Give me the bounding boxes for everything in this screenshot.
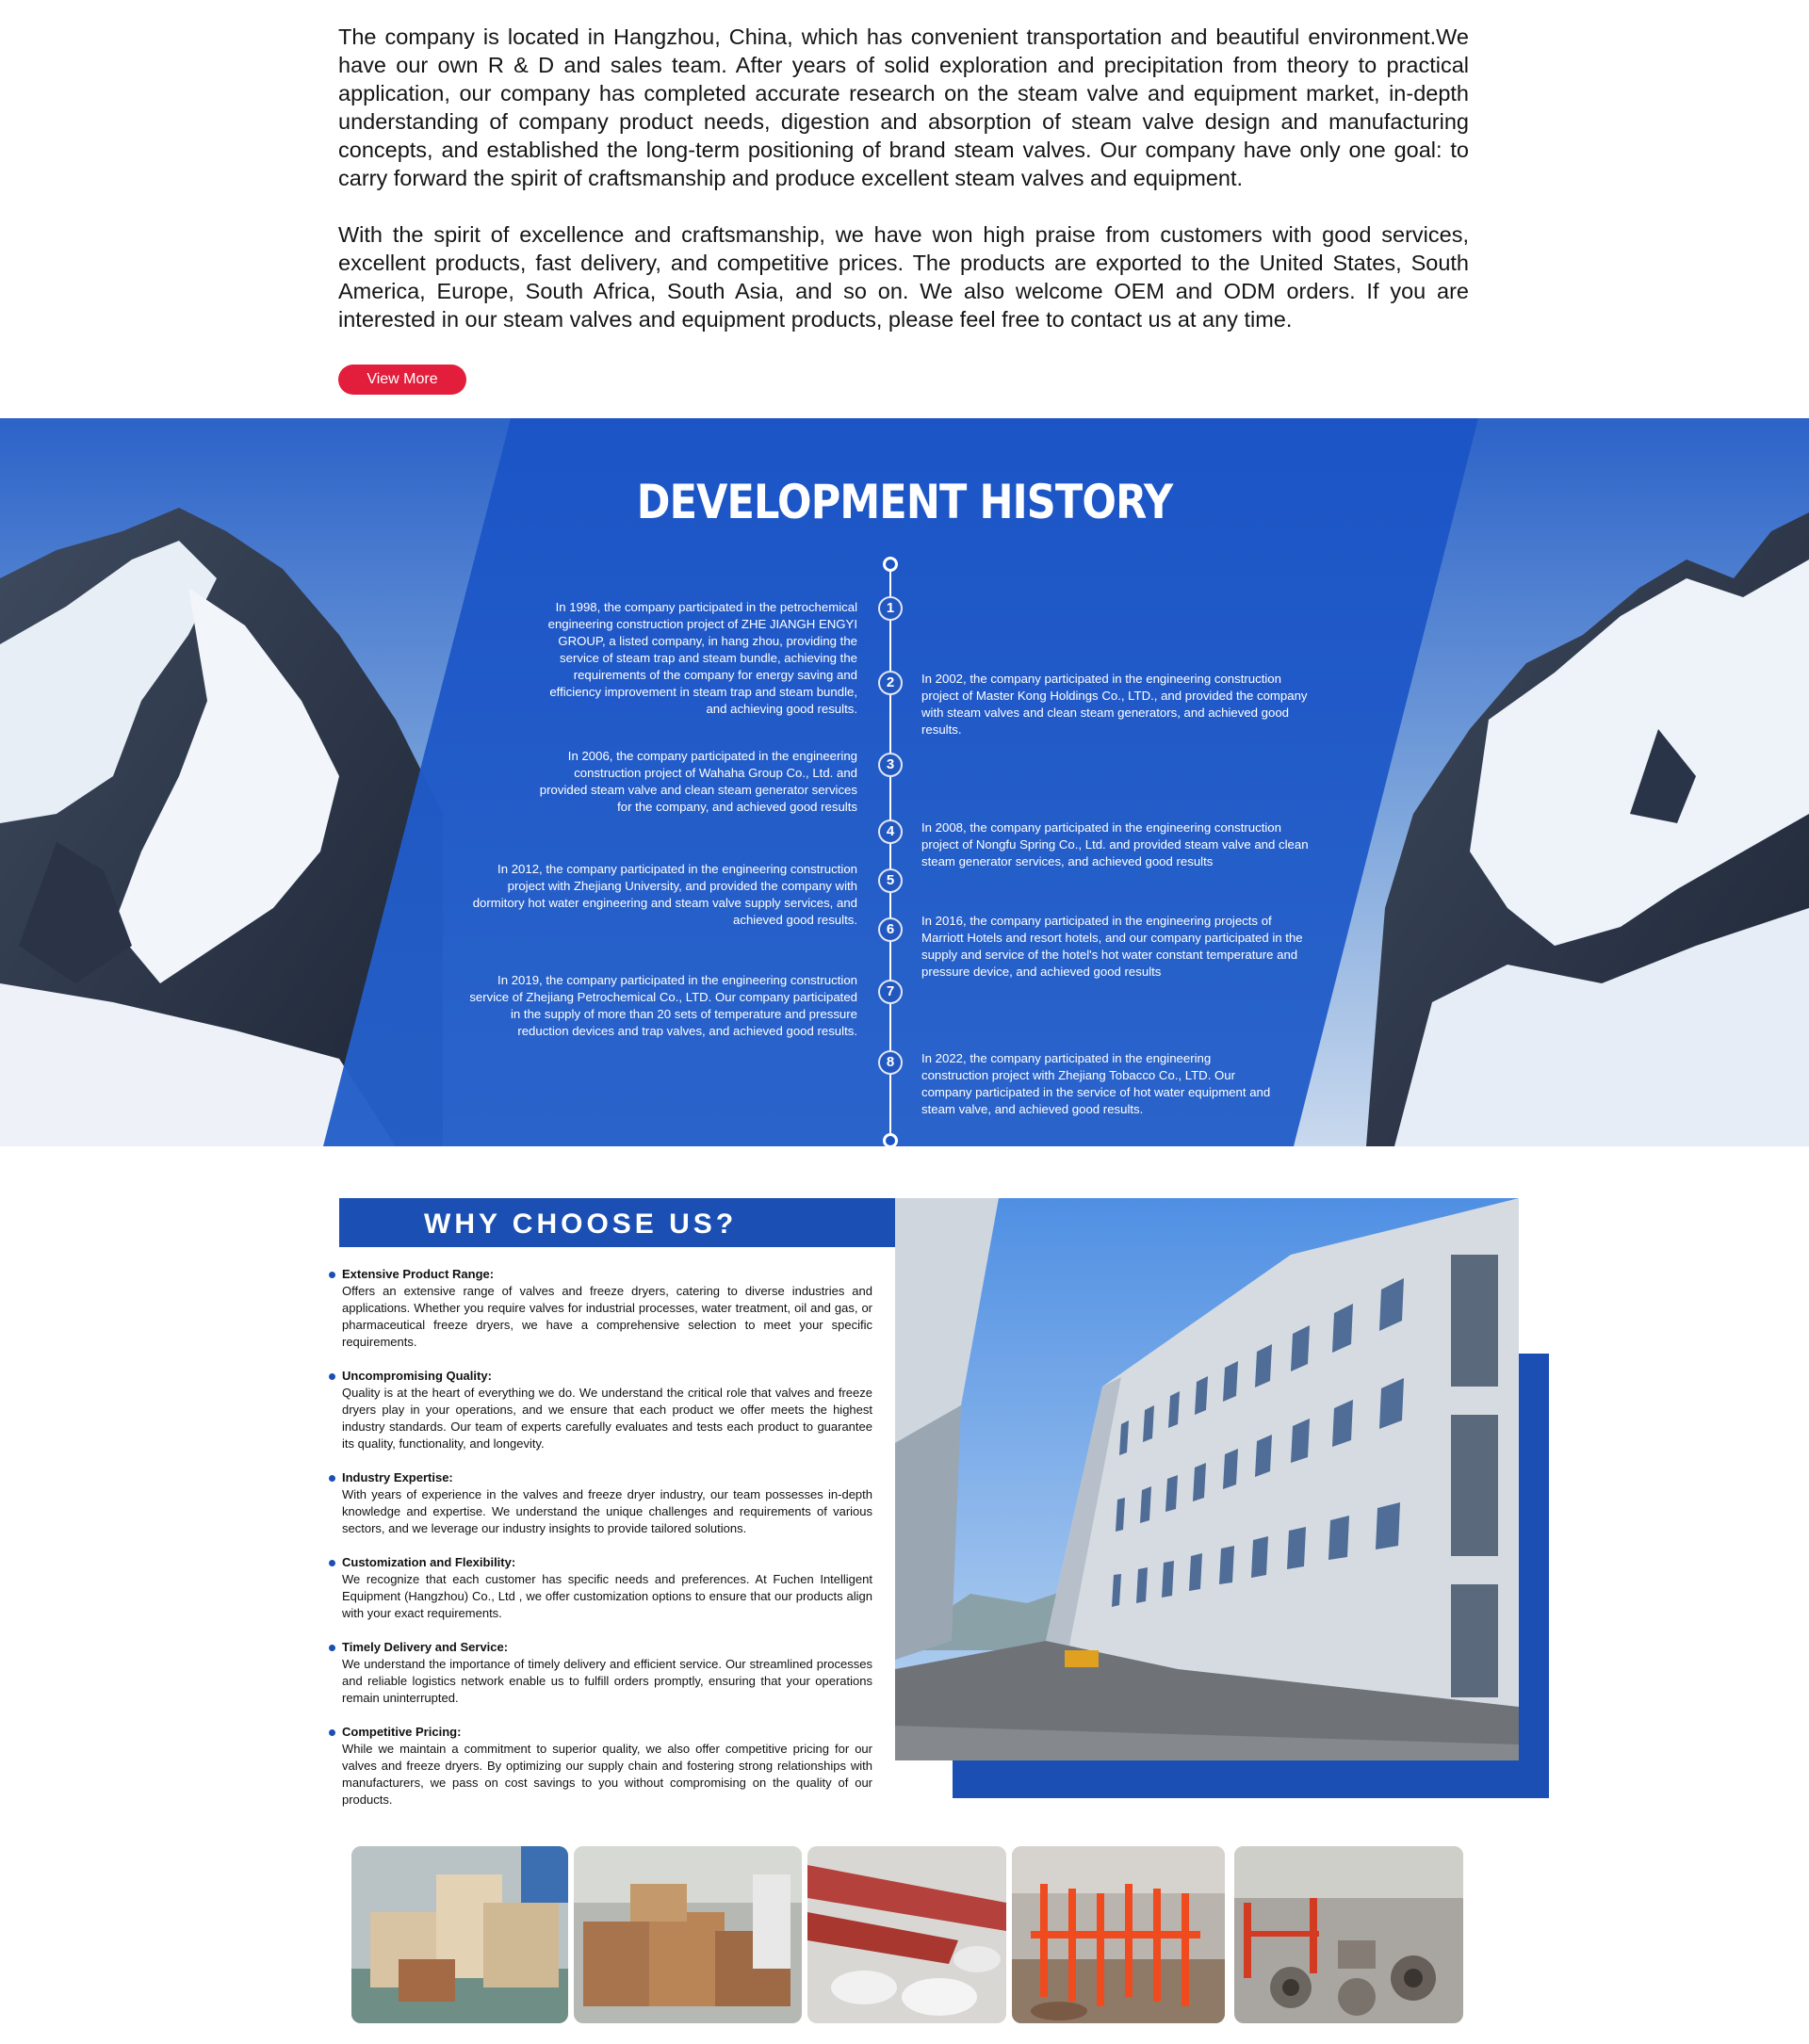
history-entry-2016: In 2016, the company participated in the engineering projects of Marriott Hotels and resort hotels, and our company participated in the supply and service of the hotel's hot water constant temperature and pressure device, and achieved good results (921, 914, 1303, 979)
timeline-end-marker (883, 1133, 898, 1146)
history-title: DEVELOPMENT HISTORY (636, 475, 1173, 529)
why-choose-us-title: WHY CHOOSE US? (424, 1209, 738, 1240)
why-choose-us-list (326, 1266, 872, 1825)
list-item (326, 1724, 872, 1809)
history-entry-1998: In 1998, the company participated in the petrochemical engineering construction project of ZHE JIANGH ENGYI GROUP, a listed company, in hang zhou, providing the service of steam trap and steam bundle, achieving the requirements of the company for energy saving and efficiency improvement in steam trap and steam bundle, and achieving good results. (547, 600, 857, 716)
reason-heading: Extensive Product Range: (342, 1267, 495, 1281)
packed-boxes-photo[interactable] (574, 1846, 802, 2023)
bullet-icon (329, 1272, 335, 1278)
timeline-step-2: 2 (878, 671, 903, 695)
history-entry-2019: In 2019, the company participated in the engineering construction service of Zhejiang Petrochemical Co., LTD. Our company participated in the supply of more than 20 sets of temperature and pressure reduction devices and trap valves, and achieved good results. (469, 973, 857, 1038)
timeline-step-6: 6 (878, 917, 903, 942)
timeline-step-1: 1 (878, 596, 903, 621)
list-item (326, 1554, 872, 1622)
bullet-icon (329, 1373, 335, 1380)
valve-castings-photo[interactable] (1234, 1846, 1463, 2023)
timeline-start-marker (883, 557, 898, 572)
list-item (326, 1469, 872, 1537)
factory-building-photo (895, 1198, 1519, 1760)
reason-body: We recognize that each customer has specific needs and preferences. At Fuchen Intelligent Equipment (Hangzhou) Co., Ltd , we offer customization options to ensure that our products align with your exact requirements. (342, 1572, 872, 1620)
reason-body: We understand the importance of timely delivery and efficient service. Our streamlined processes and reliable logistics network enable us to fulfill orders promptly, ensuring that your operations remain uninterrupted. (342, 1657, 872, 1705)
list-item (326, 1368, 872, 1452)
history-entry-2006: In 2006, the company participated in the engineering construction project of Wahaha Group Co., Ltd. and provided steam valve and clean steam generator services for the company, and achieved good results (539, 749, 857, 814)
reason-heading: Customization and Flexibility: (342, 1555, 516, 1569)
reason-body: Quality is at the heart of everything we do. We understand the critical role that valves and freeze dryers play in your operations, and we ensure that each product we offer meets the highest industry standards. Our team of experts carefully evaluates and tests each product to guarantee its quality, functionality, and longevity. (342, 1386, 872, 1451)
why-choose-us-banner (339, 1198, 895, 1247)
bullet-icon (329, 1645, 335, 1651)
reason-heading: Timely Delivery and Service: (342, 1640, 509, 1654)
reason-body: While we maintain a commitment to superior quality, we also offer competitive pricing for our valves and freeze dryers. By optimizing our supply chain and fostering strong relationships with manufacturers, we pass on cost savings to you without compromising on the quality of our products. (342, 1742, 872, 1807)
list-item (326, 1266, 872, 1351)
about-section (338, 23, 1469, 362)
bullet-icon (329, 1475, 335, 1482)
timeline-step-7: 7 (878, 980, 903, 1004)
orange-pipe-rack-photo[interactable] (1012, 1846, 1225, 2023)
bullet-icon (329, 1560, 335, 1566)
reason-body: Offers an extensive range of valves and freeze dryers, catering to diverse industries and applications. Whether you require valves for industrial processes, water treatment, oil and gas, or pharmaceutical freeze dryers, we have a comprehensive selection to meet your specific requirements. (342, 1284, 872, 1349)
timeline-step-4: 4 (878, 819, 903, 844)
timeline-step-5: 5 (878, 868, 903, 893)
history-entry-2002: In 2002, the company participated in the engineering construction project of Master Kong Holdings Co., LTD., and provided the company with steam valves and clean steam generators, and achieved good results. (921, 672, 1308, 737)
history-entry-2008: In 2008, the company participated in the engineering construction project of Nongfu Spring Co., Ltd. and provided steam valve and clean steam generator services, and achieved good results (921, 820, 1309, 868)
reason-body: With years of experience in the valves and freeze dryer industry, our team possesses in-depth knowledge and expertise. We understand the unique challenges and requirements of various sectors, and we leverage our industry insights to provide tailored solutions. (342, 1487, 872, 1535)
timeline-step-3: 3 (878, 753, 903, 777)
development-history-section (0, 418, 1809, 1146)
warehouse-crates-photo[interactable] (351, 1846, 568, 2023)
about-paragraph-2: With the spirit of excellence and craftsmanship, we have won high praise from customers with good services, excellent products, fast delivery, and competitive prices. The products are exported to the United States, South America, Europe, South Africa, South Asia, and so on. We also welcome OEM and ODM orders. If you are interested in our steam valves and equipment products, please feel free to contact us at any time. (338, 222, 1469, 332)
history-entry-2022: In 2022, the company participated in the engineering construction project with Zhejiang Tobacco Co., LTD. Our company participated in the service of hot water equipment and steam valve, and achieved good results. (921, 1051, 1271, 1116)
bullet-icon (329, 1729, 335, 1736)
history-entry-2012: In 2012, the company participated in the engineering construction project with Zhejiang University, and provided the company with dormitory hot water engineering and steam valve supply services, and achieved good results. (472, 862, 857, 927)
list-item (326, 1639, 872, 1707)
reason-heading: Competitive Pricing: (342, 1725, 462, 1739)
about-paragraph-1: The company is located in Hangzhou, China, which has convenient transportation and beautiful environment.We have our own R & D and sales team. After years of solid exploration and precipitation from theory to practical application, our company has completed accurate research on the steam valve and equipment market, in-depth understanding of company product needs, digestion and absorption of steam valve design and manufacturing concepts, and established the long-term positioning of brand steam valves. Our company have only one goal: to carry forward the spirit of craftsmanship and produce excellent steam valves and equipment. (338, 24, 1469, 190)
timeline-step-8: 8 (878, 1050, 903, 1075)
reason-heading: Industry Expertise: (342, 1470, 453, 1484)
red-pipes-photo[interactable] (807, 1846, 1006, 2023)
view-more-button[interactable]: View More (338, 365, 466, 395)
reason-heading: Uncompromising Quality: (342, 1369, 492, 1383)
